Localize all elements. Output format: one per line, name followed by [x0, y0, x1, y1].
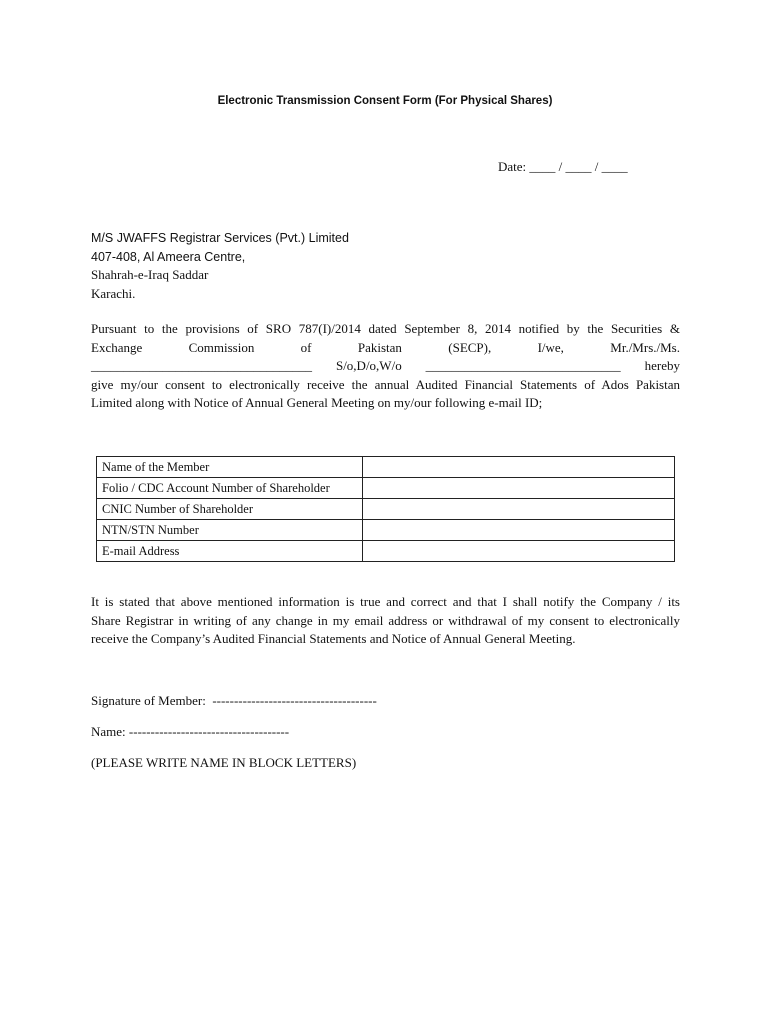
cnic-number-label: CNIC Number of Shareholder — [97, 499, 363, 520]
folio-number-label: Folio / CDC Account Number of Shareholder — [97, 478, 363, 499]
consent-line-5: Limited along with Notice of Annual General Meeting on my/our following e-mail ID; — [91, 395, 543, 410]
member-name-field[interactable] — [363, 457, 675, 478]
block-letters-note: (PLEASE WRITE NAME IN BLOCK LETTERS) — [91, 755, 357, 770]
declaration-line-3: receive the Company’s Audited Financial Statements and Notice of Annual General Meeting. — [91, 631, 576, 646]
consent-line-2: Exchange Commission of Pakistan (SECP), I/we, Mr./Mrs./Ms. — [91, 339, 680, 355]
registrar-address-line-1: 407-408, Al Ameera Centre, — [91, 249, 246, 264]
date-field[interactable]: Date: ____ / ____ / ____ — [498, 159, 628, 174]
name-row — [91, 724, 289, 740]
email-address-field[interactable] — [363, 541, 675, 562]
table-row — [97, 520, 675, 541]
table-row — [97, 541, 675, 562]
declaration-paragraph — [91, 593, 680, 649]
member-details-table — [96, 456, 675, 562]
member-name-label: Name of the Member — [97, 457, 363, 478]
consent-line-4: give my/our consent to electronically receive the annual Audited Financial Statements of Ados Pakistan — [91, 376, 680, 392]
signature-label: Signature of Member: — [91, 693, 206, 708]
registrar-company-name: M/S JWAFFS Registrar Services (Pvt.) Limited — [91, 231, 349, 245]
registrar-city: Karachi. — [91, 285, 136, 301]
cnic-number-field[interactable] — [363, 499, 675, 520]
table-row — [97, 478, 675, 499]
declaration-line-1: It is stated that above mentioned information is true and correct and that I shall notify the Company / its — [91, 594, 680, 609]
declaration-line-2: Share Registrar in writing of any change in my email address or withdrawal of my consent to electronically — [91, 612, 680, 628]
consent-paragraph — [91, 320, 680, 413]
registrar-address — [91, 229, 491, 303]
consent-line-1: Pursuant to the provisions of SRO 787(I)/2014 dated September 8, 2014 notified by the Securities & — [91, 321, 680, 336]
name-field[interactable]: ------------------------------------- — [128, 724, 290, 739]
table-row — [97, 499, 675, 520]
signature-row — [91, 693, 377, 709]
table-row — [97, 457, 675, 478]
registrar-address-line-2: Shahrah-e-Iraq Saddar — [91, 267, 209, 282]
signature-field[interactable]: -------------------------------------- — [212, 693, 377, 708]
email-address-label: E-mail Address — [97, 541, 363, 562]
ntn-number-label: NTN/STN Number — [97, 520, 363, 541]
name-label: Name: — [91, 724, 126, 739]
consent-line-3[interactable]: __________________________________ S/o,D/o,W/o ______________________________ hereby — [91, 358, 680, 373]
page-title: Electronic Transmission Consent Form (For Physical Shares) — [217, 95, 553, 107]
folio-number-field[interactable] — [363, 478, 675, 499]
ntn-number-field[interactable] — [363, 520, 675, 541]
